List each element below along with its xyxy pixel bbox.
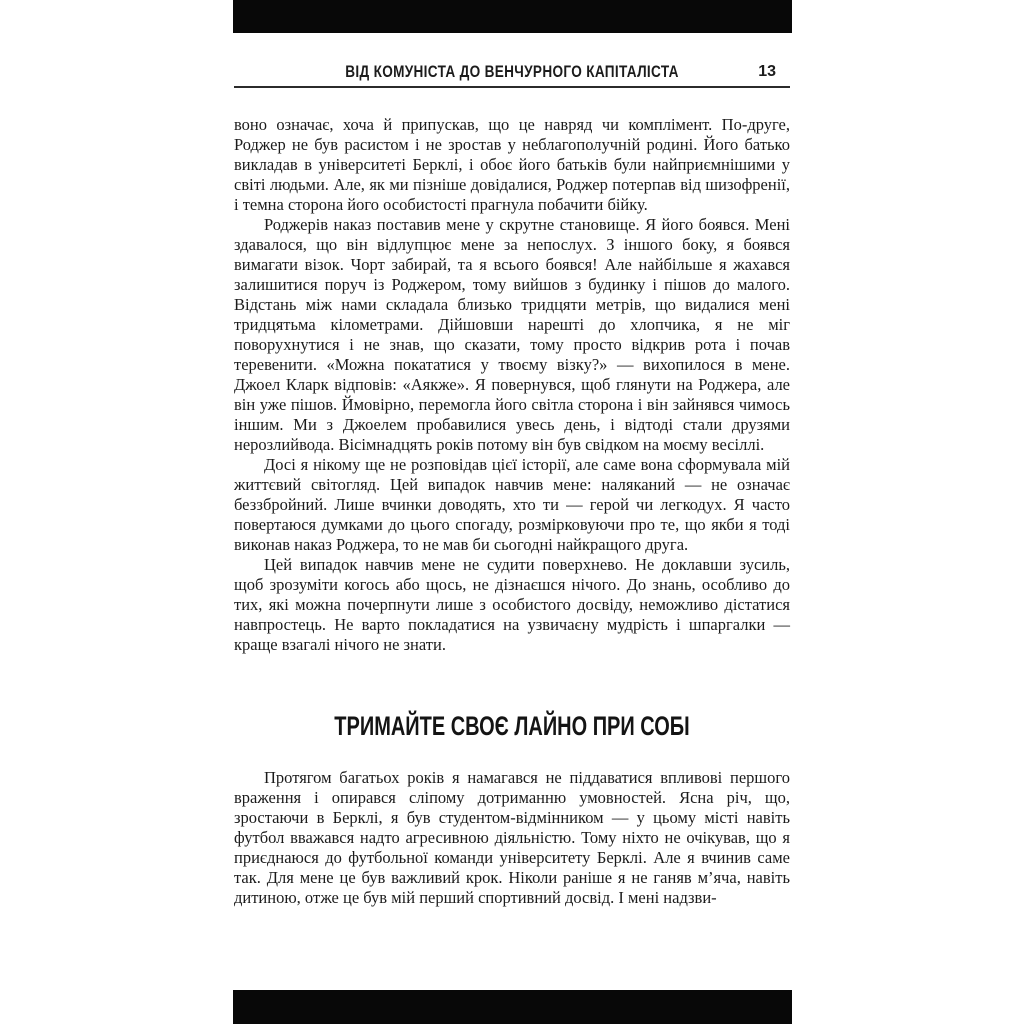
body-text [234,115,790,908]
section-heading: ТРИМАЙТЕ СВОЄ ЛАЙНО ПРИ СОБІ [334,711,690,741]
paragraph: Роджерів наказ поставив мене у скрутне становище. Я його боявся. Мені здавалося, що він відлупцює мене за непослух. З іншого боку, я боявся вимагати візок. Чорт забирай, та я всього боявся! Але найбільше я жахався залишитися поруч із Роджером, тому вийшов з будинку і пішов до малого. Відстань між нами складала близько тридцяти метрів, що видалися мені тридцятьма кілометрами. Дійшовши нарешті до хлопчика, я не міг поворухнутися і не знав, що сказати, тому просто відкрив рота і почав теревенити. «Можна покататися у твоєму візку?» — вихопилося в мене. Джоел Кларк відповів: «Аякже». Я повернувся, щоб глянути на Роджера, але він уже пішов. Ймовірно, перемогла його світла сторона і він зайнявся чимось іншим. Ми з Джоелем пробавилися увесь день, і відтоді стали друзями нерозлийвода. Вісімнадцять років потому він був свідком на моєму весіллі. [234,215,790,454]
paragraph: Досі я нікому ще не розповідав цієї історії, але саме вона сформувала мій життєвий світогляд. Цей випадок навчив мене: наляканий — не означає беззбройний. Лише вчинки доводять, хто ти — герой чи легкодух. Я часто повертаюся думками до цього спогаду, розмірковуючи про те, що якби я тоді виконав наказ Роджера, то не мав би сьогодні найкращого друга. [234,455,790,554]
page-number: 13 [758,63,776,80]
page-column [234,0,790,908]
paragraph: Протягом багатьох років я намагався не піддаватися впливові першого враження і опирався сліпому дотриманню умовностей. Ясна річ, що, зростаючи в Берклі, я був студентом-відмінником — у цьому місті навіть футбол вважався надто агресивною діяльністю. Тому ніхто не очікував, що я приєднаюся до футбольної команди університету Берклі. Але я вчинив саме так. Для мене це був важливий крок. Ніколи раніше я не ганяв м’яча, навіть дитиною, отже це був мій перший спортивний досвід. І мені надзви- [234,768,790,907]
header-rule [234,86,790,88]
bottom-black-bar [233,990,792,1024]
paragraph: Цей випадок навчив мене не судити поверхнево. Не доклавши зусиль, щоб зрозуміти когось або щось, не дізнаєшся нічого. До знань, особливо до тих, які можна почерпнути лише з особистого досвіду, неможливо дістатися навпростець. Не варто покладатися на узвичаєну мудрість і шпаргалки — краще взагалі нічого не знати. [234,555,790,654]
paragraph-continuation: воно означає, хоча й припускав, що це навряд чи комплімент. По-друге, Роджер не був расистом і не зростав у неблагополучній родині. Його батько викладав в університеті Берклі, і обоє його батьків були найприємнішими у світі людьми. Але, як ми пізніше довідалися, Роджер потерпав від шизофренії, і темна сторона його особистості прагнула побачити бійку. [234,115,790,214]
chapter-title: ВІД КОМУНІСТА ДО ВЕНЧУРНОГО КАПІТАЛІСТА [345,62,679,81]
running-header [234,62,790,80]
